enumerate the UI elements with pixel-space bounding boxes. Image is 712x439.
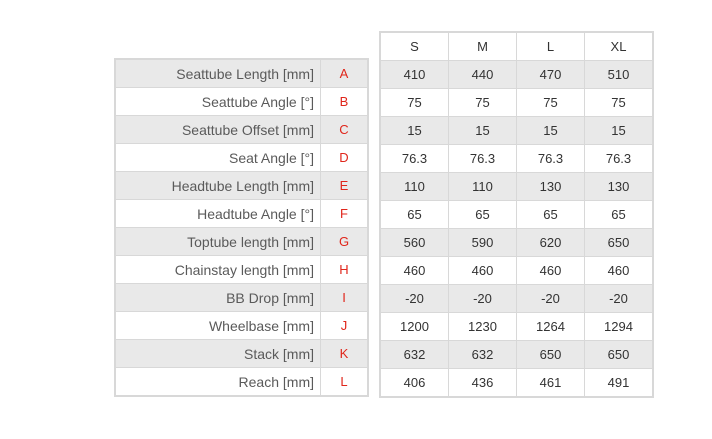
value-row — [380, 341, 653, 369]
value-cell-xl: -20 — [585, 285, 654, 313]
measurement-code: D — [321, 144, 369, 172]
value-cell-xl: 65 — [585, 201, 654, 229]
measurement-row — [115, 116, 368, 144]
value-cell-xl: 15 — [585, 117, 654, 145]
measurement-code: C — [321, 116, 369, 144]
measurement-label: Wheelbase [mm] — [115, 312, 321, 340]
value-cell-xl: 75 — [585, 89, 654, 117]
measurement-row — [115, 144, 368, 172]
value-row — [380, 201, 653, 229]
measurement-row — [115, 284, 368, 312]
value-cell-l: 75 — [517, 89, 585, 117]
measurement-code: L — [321, 368, 369, 397]
value-row — [380, 145, 653, 173]
value-cell-m: -20 — [449, 285, 517, 313]
measurement-row — [115, 88, 368, 116]
value-cell-s: 632 — [380, 341, 449, 369]
value-cell-m: 76.3 — [449, 145, 517, 173]
value-cell-m: 110 — [449, 173, 517, 201]
measurement-code: A — [321, 59, 369, 88]
measurement-label: Seat Angle [°] — [115, 144, 321, 172]
value-cell-s: 75 — [380, 89, 449, 117]
value-cell-m: 440 — [449, 61, 517, 89]
measurement-code: E — [321, 172, 369, 200]
measurement-code: B — [321, 88, 369, 116]
measurement-code: G — [321, 228, 369, 256]
value-cell-l: 15 — [517, 117, 585, 145]
value-cell-m: 460 — [449, 257, 517, 285]
value-cell-l: 620 — [517, 229, 585, 257]
measurement-label: Seattube Offset [mm] — [115, 116, 321, 144]
value-cell-xl: 130 — [585, 173, 654, 201]
measurement-labels-table — [114, 58, 369, 397]
measurement-label: Toptube length [mm] — [115, 228, 321, 256]
measurement-label: Reach [mm] — [115, 368, 321, 397]
value-cell-l: 1264 — [517, 313, 585, 341]
value-cell-xl: 650 — [585, 341, 654, 369]
measurement-row — [115, 256, 368, 284]
measurement-label: BB Drop [mm] — [115, 284, 321, 312]
value-cell-xl: 76.3 — [585, 145, 654, 173]
value-row — [380, 257, 653, 285]
value-cell-s: 15 — [380, 117, 449, 145]
measurement-row — [115, 200, 368, 228]
value-cell-l: -20 — [517, 285, 585, 313]
value-row — [380, 313, 653, 341]
measurement-label: Seattube Length [mm] — [115, 59, 321, 88]
value-cell-s: 460 — [380, 257, 449, 285]
value-cell-m: 1230 — [449, 313, 517, 341]
measurement-label: Headtube Angle [°] — [115, 200, 321, 228]
value-cell-xl: 510 — [585, 61, 654, 89]
size-header-m: M — [449, 32, 517, 61]
measurement-code: J — [321, 312, 369, 340]
value-cell-l: 470 — [517, 61, 585, 89]
value-cell-l: 460 — [517, 257, 585, 285]
size-header-l: L — [517, 32, 585, 61]
value-cell-l: 130 — [517, 173, 585, 201]
measurement-code: F — [321, 200, 369, 228]
value-cell-m: 65 — [449, 201, 517, 229]
value-cell-s: 410 — [380, 61, 449, 89]
measurement-row — [115, 312, 368, 340]
value-cell-m: 632 — [449, 341, 517, 369]
measurement-label: Seattube Angle [°] — [115, 88, 321, 116]
value-cell-xl: 650 — [585, 229, 654, 257]
measurement-row — [115, 59, 368, 88]
value-cell-s: 110 — [380, 173, 449, 201]
value-cell-s: 76.3 — [380, 145, 449, 173]
value-row — [380, 285, 653, 313]
value-cell-l: 650 — [517, 341, 585, 369]
value-cell-s: 560 — [380, 229, 449, 257]
value-row — [380, 229, 653, 257]
value-cell-l: 76.3 — [517, 145, 585, 173]
value-row — [380, 61, 653, 89]
value-cell-xl: 460 — [585, 257, 654, 285]
measurement-label: Stack [mm] — [115, 340, 321, 368]
size-header-xl: XL — [585, 32, 654, 61]
value-cell-l: 65 — [517, 201, 585, 229]
value-row — [380, 369, 653, 398]
value-cell-m: 15 — [449, 117, 517, 145]
size-header-s: S — [380, 32, 449, 61]
value-cell-s: 65 — [380, 201, 449, 229]
value-cell-l: 461 — [517, 369, 585, 398]
value-cell-m: 436 — [449, 369, 517, 398]
value-cell-xl: 491 — [585, 369, 654, 398]
measurement-label: Headtube Length [mm] — [115, 172, 321, 200]
value-row — [380, 89, 653, 117]
geometry-chart — [114, 31, 654, 398]
size-values-table — [379, 31, 654, 398]
value-row — [380, 117, 653, 145]
measurement-row — [115, 172, 368, 200]
value-cell-xl: 1294 — [585, 313, 654, 341]
measurement-code: I — [321, 284, 369, 312]
value-cell-s: 1200 — [380, 313, 449, 341]
value-cell-m: 75 — [449, 89, 517, 117]
measurement-row — [115, 228, 368, 256]
measurement-code: K — [321, 340, 369, 368]
measurement-row — [115, 368, 368, 397]
value-cell-m: 590 — [449, 229, 517, 257]
measurement-row — [115, 340, 368, 368]
value-cell-s: -20 — [380, 285, 449, 313]
measurement-code: H — [321, 256, 369, 284]
size-header-row — [380, 32, 653, 61]
measurement-label: Chainstay length [mm] — [115, 256, 321, 284]
value-cell-s: 406 — [380, 369, 449, 398]
value-row — [380, 173, 653, 201]
